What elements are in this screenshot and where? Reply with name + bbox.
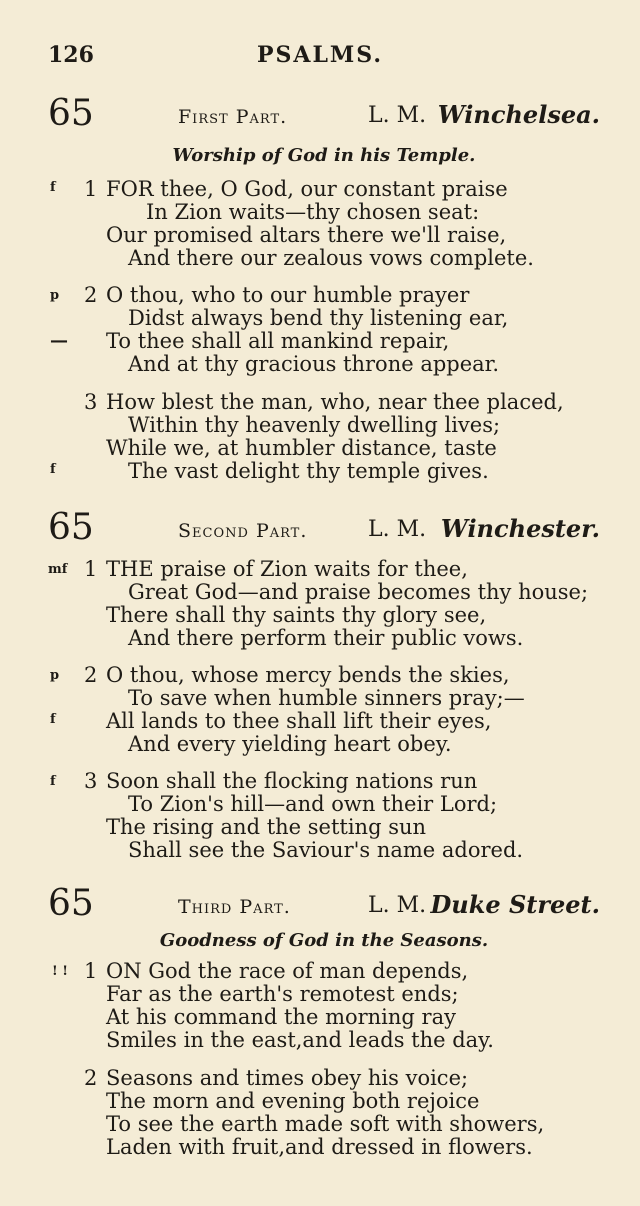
verse-number: 2 — [84, 283, 98, 307]
psalm-number: 65 — [48, 507, 94, 548]
verse-line: To Zion's hill—and own their Lord; — [128, 792, 498, 816]
verse-line: In Zion waits—thy chosen seat: — [146, 200, 480, 224]
verse-number: 1 — [84, 959, 98, 983]
verse-line: Within thy heavenly dwelling lives; — [128, 413, 501, 437]
verse-number: 3 — [84, 769, 98, 793]
running-title: PSALMS. — [256, 42, 384, 68]
verse-line: The vast delight thy temple gives. — [128, 459, 489, 483]
verse-line: And every yielding heart obey. — [128, 732, 452, 756]
dynamic-mark: mf — [48, 562, 68, 577]
verse-line: At his command the morning ray — [106, 1005, 456, 1029]
verse-line: How blest the man, who, near thee placed, — [106, 390, 564, 414]
verse-number: 2 — [84, 1066, 98, 1090]
dynamic-mark: f — [50, 462, 56, 477]
tune-name: Winchelsea. — [437, 100, 600, 129]
verse-line: The rising and the setting sun — [106, 815, 427, 839]
hymn-heading — [48, 92, 600, 132]
verse-line: To see the earth made soft with showers, — [106, 1112, 545, 1136]
hymn-subtitle: Goodness of God in the Seasons. — [159, 930, 489, 951]
hymn-heading — [48, 506, 600, 546]
part-label: Third Part. — [178, 896, 291, 918]
dynamic-mark: p — [50, 668, 60, 683]
verse-line: To save when humble sinners pray;— — [128, 686, 525, 710]
meter-label: L. M. — [368, 517, 427, 542]
verse-line: And there perform their public vows. — [128, 626, 524, 650]
verse-line: And there our zealous vows complete. — [128, 246, 534, 270]
hymn-heading — [48, 882, 600, 922]
dynamic-mark: f — [50, 774, 56, 789]
verse-line: THE praise of Zion waits for thee, — [106, 557, 468, 581]
verse-number: 1 — [84, 177, 98, 201]
verse-line: To thee shall all mankind repair, — [106, 329, 450, 353]
dynamic-mark: f — [50, 180, 56, 195]
verse-line: Soon shall the flocking nations run — [106, 769, 478, 793]
verse-line: Seasons and times obey his voice; — [106, 1066, 469, 1090]
verse-line: O thou, who to our humble prayer — [106, 283, 470, 307]
part-label: First Part. — [178, 106, 288, 128]
tune-name: Winchester. — [440, 514, 600, 543]
verse-line: ON God the race of man depends, — [106, 959, 469, 983]
verse-line: All lands to thee shall lift their eyes, — [106, 709, 492, 733]
verse-line: Smiles in the east,and leads the day. — [106, 1028, 494, 1052]
verse-number: 2 — [84, 663, 98, 687]
meter-label: L. M. — [368, 103, 427, 128]
verse-line: Far as the earth's remotest ends; — [106, 982, 459, 1006]
verse-line: Didst always bend thy listening ear, — [128, 306, 509, 330]
dynamic-mark: p — [50, 288, 60, 303]
page-number: 126 — [48, 42, 94, 68]
verse-number: 1 — [84, 557, 98, 581]
verse-line: Shall see the Saviour's name adored. — [128, 838, 524, 862]
verse-line: Our promised altars there we'll raise, — [106, 223, 507, 247]
verse-line: Laden with fruit,and dressed in flowers. — [106, 1135, 533, 1159]
verse-line: There shall thy saints thy glory see, — [106, 603, 487, 627]
verse-line: FOR thee, O God, our constant praise — [106, 177, 508, 201]
page-header — [48, 42, 592, 72]
psalm-number: 65 — [48, 93, 94, 134]
dynamic-mark: — — [50, 330, 68, 351]
verse-line: And at thy gracious throne appear. — [128, 352, 500, 376]
verse-line: Great God—and praise becomes thy house; — [128, 580, 589, 604]
psalm-number: 65 — [48, 883, 94, 924]
part-label: Second Part. — [178, 520, 308, 542]
verse-line: While we, at humbler distance, taste — [106, 436, 497, 460]
meter-label: L. M. — [368, 893, 427, 918]
verse-line: O thou, whose mercy bends the skies, — [106, 663, 510, 687]
dynamic-mark: f — [50, 712, 56, 727]
tune-name: Duke Street. — [430, 890, 600, 919]
verse-line: The morn and evening both rejoice — [106, 1089, 480, 1113]
verse-number: 3 — [84, 390, 98, 414]
hymn-subtitle: Worship of God in his Temple. — [172, 145, 476, 166]
dynamic-mark: ! ! — [52, 964, 68, 979]
